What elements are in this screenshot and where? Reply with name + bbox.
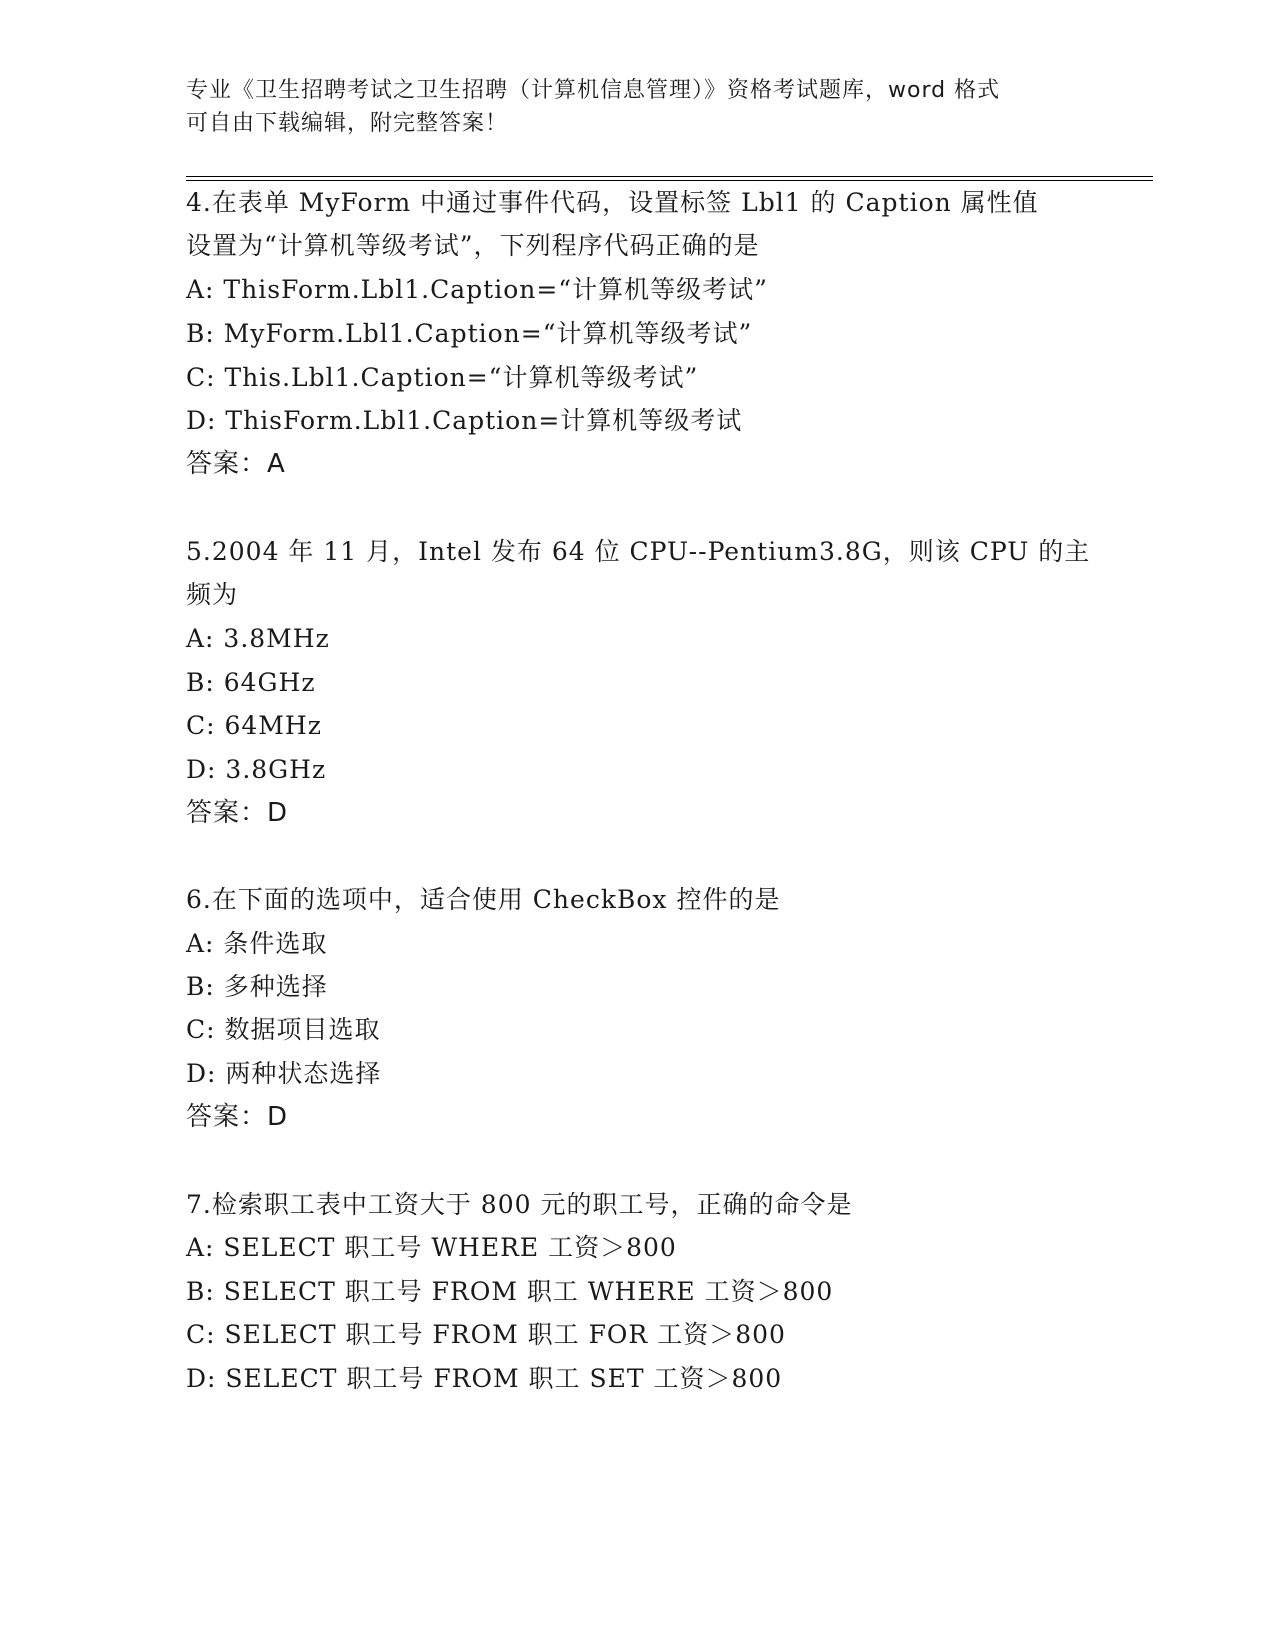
question-6-option-c: C: 数据项目选取 [186, 1015, 381, 1044]
question-5-stem-line-2: 频为 [186, 580, 239, 609]
header-line-1: 专业《卫生招聘考试之卫生招聘（计算机信息管理）》资格考试题库，word 格式 [186, 78, 1001, 103]
question-6-option-d: D: 两种状态选择 [186, 1059, 382, 1088]
question-5-option-d: D: 3.8GHz [186, 755, 327, 784]
question-6-stem: 6.在下面的选项中，适合使用 CheckBox 控件的是 [186, 885, 781, 914]
question-5-answer: 答案：D [186, 798, 289, 828]
question-4-option-c: C: This.Lbl1.Caption=“计算机等级考试” [186, 363, 699, 392]
question-4-option-b: B: MyForm.Lbl1.Caption=“计算机等级考试” [186, 319, 753, 348]
question-7-option-d: D: SELECT 职工号 FROM 职工 SET 工资＞800 [186, 1364, 783, 1393]
question-4-stem-line-1: 4.在表单 MyForm 中通过事件代码，设置标签 Lbl1 的 Caption 属性值 [186, 188, 1039, 217]
question-5-option-c: C: 64MHz [186, 711, 322, 740]
question-5-option-b: B: 64GHz [186, 668, 316, 697]
question-5-stem-line-1: 5.2004 年 11 月，Intel 发布 64 位 CPU--Pentium3.8G，则该 CPU 的主 [186, 537, 1091, 566]
question-6-option-a: A: 条件选取 [186, 929, 328, 958]
header-divider [186, 176, 1153, 181]
question-4-option-a: A: ThisForm.Lbl1.Caption=“计算机等级考试” [186, 275, 768, 304]
question-7-option-c: C: SELECT 职工号 FROM 职工 FOR 工资＞800 [186, 1320, 786, 1349]
document-header [186, 74, 1086, 140]
question-4-option-d: D: ThisForm.Lbl1.Caption=计算机等级考试 [186, 406, 743, 435]
header-line-2: 可自由下载编辑，附完整答案！ [186, 111, 509, 136]
question-7-option-b: B: SELECT 职工号 FROM 职工 WHERE 工资＞800 [186, 1277, 834, 1306]
question-4-stem-line-2: 设置为“计算机等级考试”，下列程序代码正确的是 [186, 231, 760, 260]
question-7-stem: 7.检索职工表中工资大于 800 元的职工号，正确的命令是 [186, 1190, 853, 1219]
question-4-answer: 答案：A [186, 449, 286, 479]
question-5-option-a: A: 3.8MHz [186, 624, 330, 653]
question-7-option-a: A: SELECT 职工号 WHERE 工资＞800 [186, 1233, 677, 1262]
question-6-option-b: B: 多种选择 [186, 972, 328, 1001]
question-6-answer: 答案：D [186, 1102, 289, 1132]
